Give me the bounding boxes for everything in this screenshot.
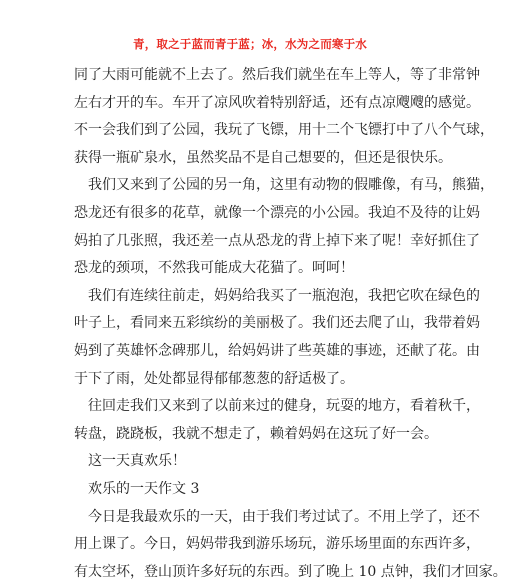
text-line: 同了大雨可能就不上去了。然后我们就坐在车上等人，等了非常钟	[74, 67, 480, 83]
text-line: 我们又来到了公园的另一角，这里有动物的假雕像，有马，熊猫，	[88, 177, 494, 194]
text-line: 往回走我们又来到了以前来过的健身，玩耍的地方，看着秋千，	[88, 398, 480, 415]
text-line: 欢乐的一天作文 3	[88, 480, 200, 497]
text-line: 左右才开的车。车开了凉风吹着特别舒适，还有点凉飕飕的感觉。	[74, 94, 480, 111]
header-quote: 青，取之于蓝而青于蓝；冰，水为之而寒于水	[133, 37, 367, 51]
text-line: 有太空坏，登山顶许多好玩的东西。到了晚上 10 点钟，我们才回家。	[74, 563, 507, 580]
text-line: 这一天真欢乐！	[88, 453, 186, 470]
essay-body	[74, 62, 507, 586]
text-line: 恐龙的颈项，不然我可能成大花猫了。呵呵！	[74, 260, 354, 277]
text-line: 于下了雨，处处都显得郁郁葱葱的舒适极了。	[74, 370, 354, 387]
text-line: 今日是我最欢乐的一天，由于我们考过试了。不用上学了，还不	[88, 508, 480, 525]
text-line: 转盘，跷跷板，我就不想走了，赖着妈妈在这玩了好一会。	[74, 425, 438, 442]
text-line: 妈拍了几张照，我还差一点从恐龙的背上掉下来了呢！幸好抓住了	[74, 232, 480, 249]
text-line: 妈到了英雄怀念碑那儿，给妈妈讲了些英雄的事迹，还献了花。由	[74, 342, 480, 359]
text-line: 获得一瓶矿泉水，虽然奖品不是自己想要的，但还是很快乐。	[74, 149, 452, 166]
text-line: 用上课了。今日，妈妈带我到游乐场玩，游乐场里面的东西许多，	[74, 536, 480, 553]
text-line: 不一会我们到了公园，我玩了飞镖，用十二个飞镖打中了八个气球，	[74, 122, 494, 139]
text-line: 我们有连续往前走，妈妈给我买了一瓶泡泡，我把它吹在绿色的	[88, 287, 480, 304]
text-line: 叶子上，看同来五彩缤纷的美丽极了。我们还去爬了山，我带着妈	[74, 315, 480, 332]
text-line: 恐龙还有很多的花草，就像一个漂亮的小公园。我迫不及待的让妈	[74, 204, 480, 221]
